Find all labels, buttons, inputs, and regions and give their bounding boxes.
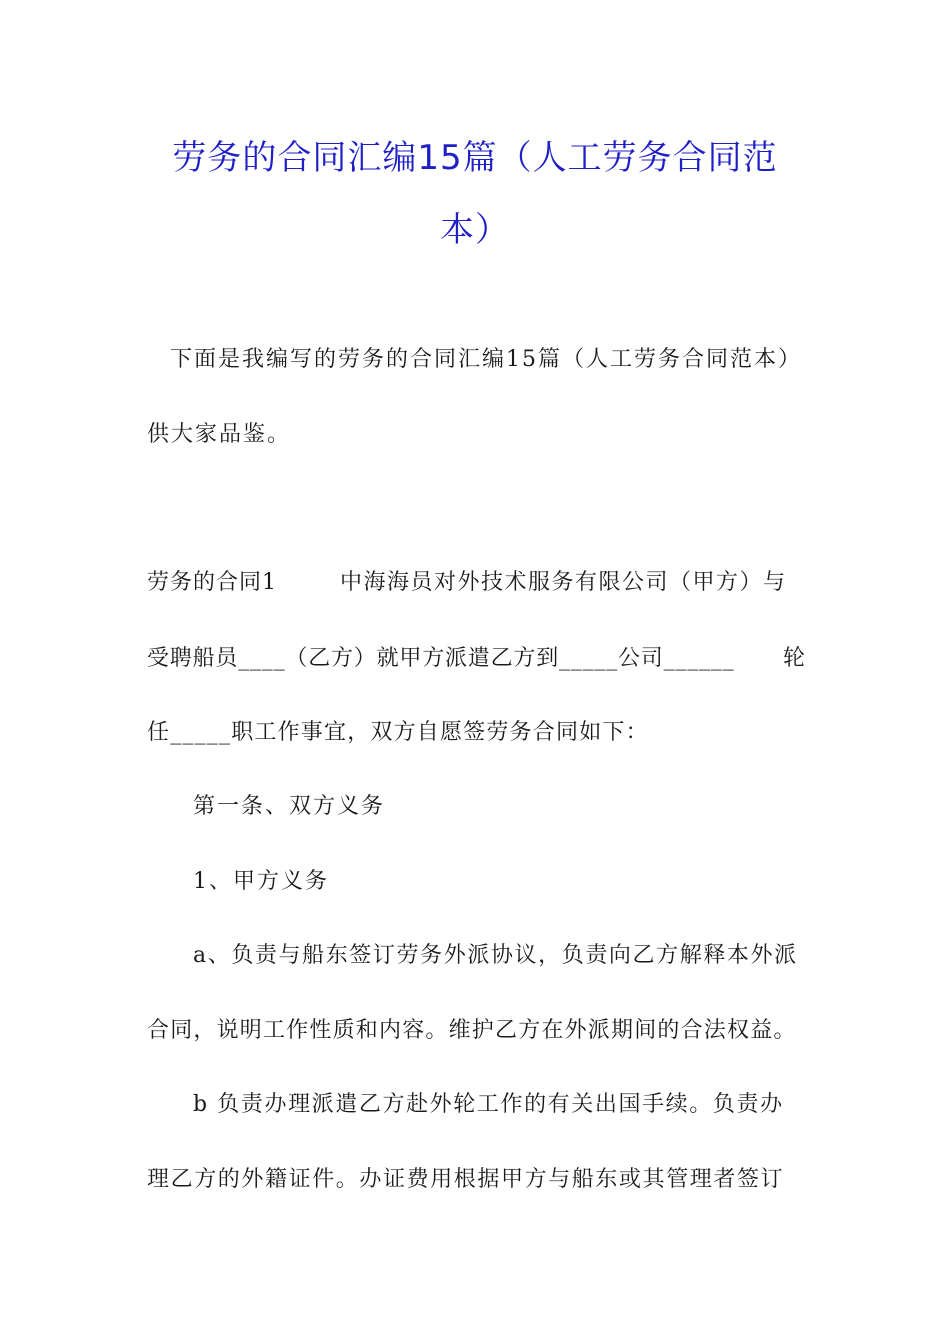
contract-line2-end: 轮 bbox=[782, 646, 805, 671]
contract-line2-text: 受聘船员____（乙方）就甲方派遣乙方到_____公司______ bbox=[147, 646, 735, 671]
item-a-line1: a、负责与船东签订劳务外派协议，负责向乙方解释本外派 bbox=[193, 943, 798, 968]
party-a-duty-heading: 1、甲方义务 bbox=[193, 869, 329, 894]
contract-line2 bbox=[147, 644, 805, 674]
item-b-line1: b 负责办理派遣乙方赴外轮工作的有关出国手续。负责办 bbox=[193, 1092, 784, 1117]
intro-line1: 下面是我编写的劳务的合同汇编15篇（人工劳务合同范本） bbox=[170, 347, 802, 372]
item-b-line2: 理乙方的外籍证件。办证费用根据甲方与船东或其管理者签订 bbox=[147, 1167, 785, 1192]
contract-line3: 任_____职工作事宜，双方自愿签劳务合同如下： bbox=[147, 720, 649, 745]
document-title-line1: 劳务的合同汇编15篇（人工劳务合同范 bbox=[172, 138, 778, 178]
contract-line1: 中海海员对外技术服务有限公司（甲方）与 bbox=[340, 570, 787, 595]
article-1-heading: 第一条、双方义务 bbox=[193, 794, 386, 819]
document-title-line2: 本） bbox=[440, 210, 510, 250]
item-a-line2: 合同，说明工作性质和内容。维护乙方在外派期间的合法权益。 bbox=[147, 1018, 797, 1043]
intro-line2: 供大家品鉴。 bbox=[147, 422, 292, 447]
contract-heading: 劳务的合同1 bbox=[147, 570, 277, 595]
